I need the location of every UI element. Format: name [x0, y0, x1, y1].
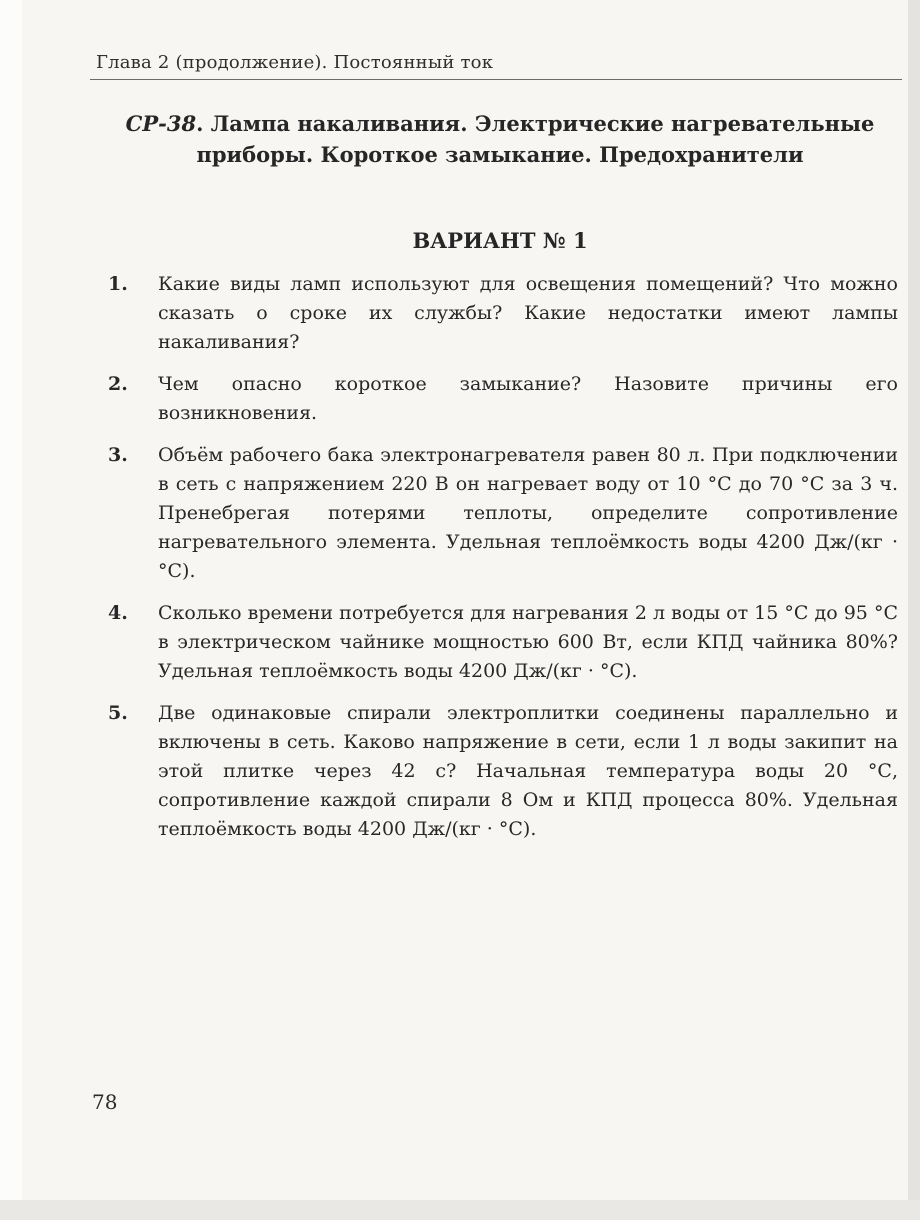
task-number: 3.: [108, 444, 128, 466]
title-text: . Лампа накаливания. Электрические нагревательные приборы. Короткое замыкание. Предохранители: [196, 111, 875, 167]
task-number: 2.: [108, 373, 128, 395]
task-number: 5.: [108, 702, 128, 724]
page-bottom-shadow: [0, 1200, 920, 1220]
header-rule: [90, 79, 902, 80]
variant-heading: ВАРИАНТ № 1: [412, 228, 588, 253]
task-number: 4.: [108, 602, 128, 624]
task-text: Объём рабочего бака электронагревателя равен 80 л. При подключении в сеть с напряжением 220 В он нагревает воду от 10 °С до 70 °С за 3 ч. Пренебрегая потерями теплоты, определите сопротивление нагревательного элемента. Удельная теплоёмкость воды 4200 Дж/(кг · °С).: [158, 444, 898, 582]
task-item: [108, 370, 898, 428]
page-left-margin: [0, 0, 22, 1220]
task-list: [108, 270, 898, 857]
task-text: Какие виды ламп используют для освещения помещений? Что можно сказать о сроке их службы? Какие недостатки имеют лампы накаливания?: [158, 273, 898, 353]
task-text: Чем опасно короткое замыкание? Назовите причины его возникновения.: [158, 373, 898, 424]
task-item: [108, 270, 898, 357]
task-number: 1.: [108, 273, 128, 295]
task-item: [108, 699, 898, 844]
task-item: [108, 599, 898, 686]
task-text: Сколько времени потребуется для нагревания 2 л воды от 15 °С до 95 °С в электрическом чайнике мощностью 600 Вт, если КПД чайника 80%? Удельная теплоёмкость воды 4200 Дж/(кг · °С).: [158, 602, 898, 682]
page-number: 78: [92, 1090, 118, 1114]
title-code: СР-38: [125, 111, 197, 136]
page-right-shadow: [908, 0, 920, 1220]
task-text: Две одинаковые спирали электроплитки соединены параллельно и включены в сеть. Каково напряжение в сети, если 1 л воды закипит на этой плитке через 42 с? Начальная температура воды 20 °С, сопротивление каждой спирали 8 Ом и КПД процесса 80%. Удельная теплоёмкость воды 4200 Дж/(кг · °С).: [158, 702, 898, 840]
running-header: Глава 2 (продолжение). Постоянный ток: [96, 52, 494, 73]
page-title: [100, 108, 900, 170]
task-item: [108, 441, 898, 586]
